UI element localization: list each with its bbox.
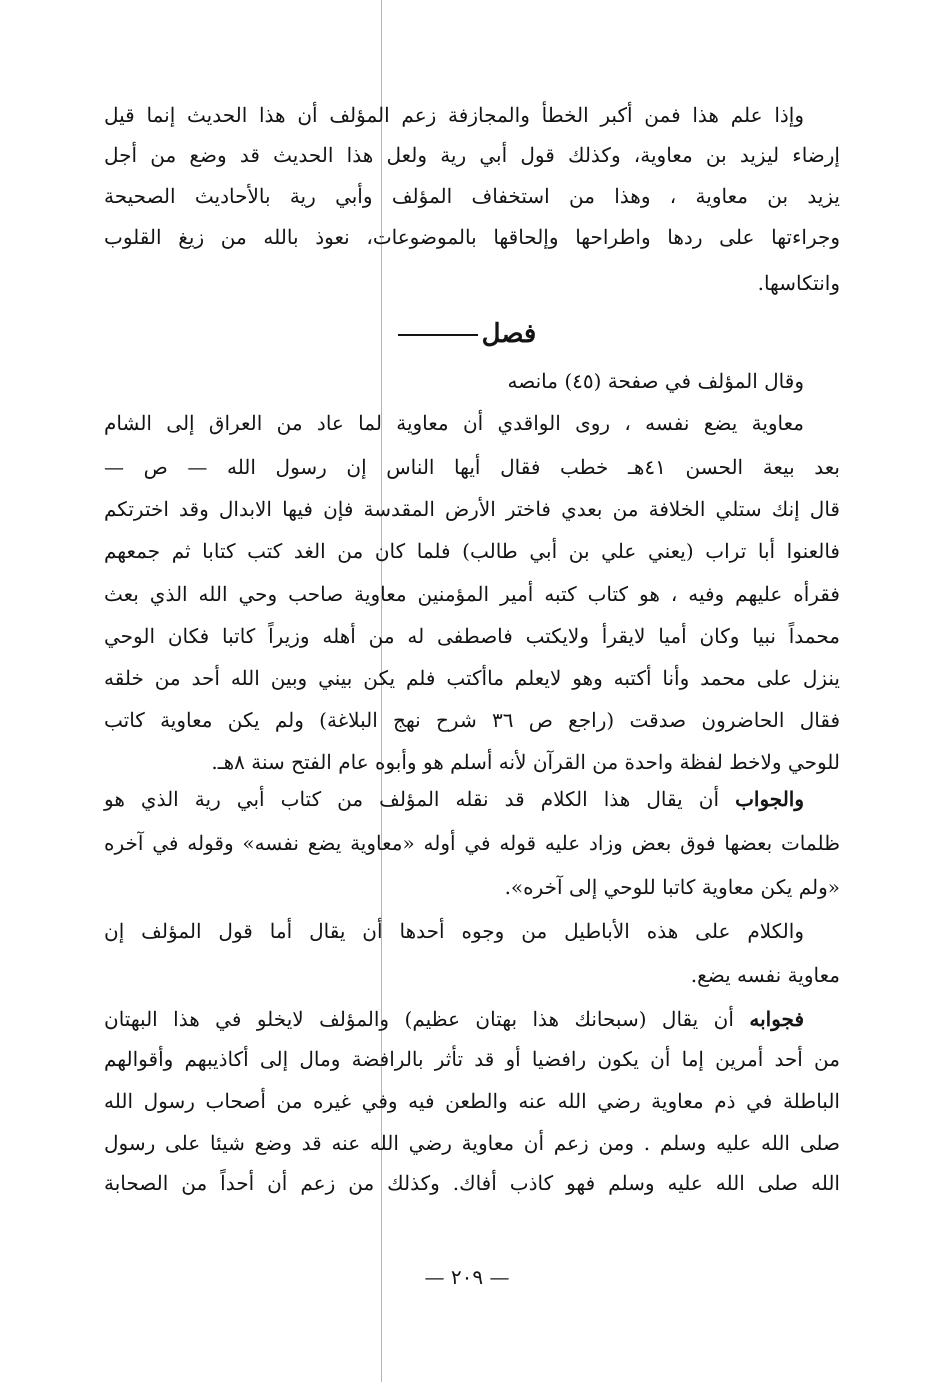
text-line: معاوية يضع نفسه ، روى الواقدي أن معاوية لما عاد من العراق إلى الشام	[104, 411, 804, 435]
text-line: وانتكاسها.	[757, 271, 840, 295]
text-line: الباطلة في ذم معاوية رضي الله عنه والطعن فيه وفي غيره من أصحاب رسول الله	[104, 1089, 840, 1113]
text-line: صلى الله عليه وسلم . ومن زعم أن معاوية رضي الله عنه قد وضع شيئا على رسول	[104, 1131, 840, 1155]
text-line: فقال الحاضرون صدقت (راجع ص ٣٦ شرح نهج البلاغة) ولم يكن معاوية كاتب	[104, 708, 840, 732]
text-line: وقال المؤلف في صفحة (٤٥) مانصه	[507, 369, 804, 393]
section-heading-text: فصل	[481, 319, 537, 349]
answer-lead: والجواب	[735, 787, 804, 811]
answer-text: أن يقال هذا الكلام قد نقله المؤلف من كتاب أبي رية الذي هو	[104, 787, 719, 811]
text-line: فقرأه عليهم وفيه ، هو كتاب كتبه أمير المؤمنين معاوية صاحب وحي الله الذي بعث	[104, 582, 840, 606]
text-line	[104, 1000, 840, 1038]
text-line: معاوية نفسه يضع.	[690, 963, 840, 987]
text-line: قال إنك ستلي الخلافة من بعدي فاختر الأرض المقدسة فإن فيها الابدال وقد اخترتكم	[104, 497, 840, 521]
text-line: فالعنوا أبا تراب (يعني علي بن أبي طالب) فلما كان من الغد كتب كتابا ثم جمعهم	[104, 539, 840, 563]
text-line: ينزل على محمد وأنا أكتبه وهو لايعلم ماأكتب فلم يكن بيني وبين الله أحد من خلقه	[104, 666, 841, 690]
text-line: محمداً نبيا وكان أميا لايقرأ ولايكتب فاصطفى له من أهله وزيراً كاتبا فكان الوحي	[104, 624, 840, 648]
answer-lead: فجوابه	[749, 1007, 805, 1031]
text-line: الله صلى الله عليه وسلم فهو كاذب أفاك. وكذلك من زعم أن أحداً من الصحابة	[104, 1171, 840, 1195]
text-line: والكلام على هذه الأباطيل من وجوه أحدها أن يقال أما قول المؤلف إن	[104, 919, 804, 943]
heading-bar	[398, 334, 478, 336]
text-line: ظلمات بعضها فوق بعض وزاد عليه قوله في أوله «معاوية يضع نفسه» وقوله في آخره	[104, 831, 840, 855]
text-line: وجراءتها على ردها واطراحها وإلحاقها بالموضوعات، نعوذ بالله من زيغ القلوب	[104, 225, 840, 249]
text-line: وإذا علم هذا فمن أكبر الخطأ والمجازفة زعم المؤلف أن هذا الحديث إنما قيل	[104, 103, 804, 127]
answer-text: أن يقال (سبحانك هذا بهتان عظيم) والمؤلف لايخلو في هذا البهتان	[104, 1007, 734, 1031]
text-line	[104, 780, 840, 818]
section-heading	[0, 314, 934, 354]
text-line: «ولم يكن معاوية كاتبا للوحي إلى آخره».	[504, 875, 840, 899]
text-line: للوحي ولاخط لفظة واحدة من القرآن لأنه أسلم هو وأبوه عام الفتح سنة ٨هـ.	[211, 750, 840, 774]
text-line: يزيد بن معاوية ، وهذا من استخفاف المؤلف وأبي رية بالأحاديث الصحيحة	[104, 184, 841, 208]
text-line: إرضاء ليزيد بن معاوية، وكذلك قول أبي رية ولعل هذا الحديث قد وضع من أجل	[104, 143, 840, 167]
text-line: من أحد أمرين إما أن يكون رافضيا أو قد تأثر بالرافضة ومال إلى أكاذيبهم وأقوالهم	[104, 1047, 840, 1071]
page-number: — ٢٠٩ —	[424, 1265, 510, 1289]
text-line: بعد بيعة الحسن ٤١هـ خطب فقال أيها الناس إن رسول الله — ص —	[104, 455, 840, 479]
